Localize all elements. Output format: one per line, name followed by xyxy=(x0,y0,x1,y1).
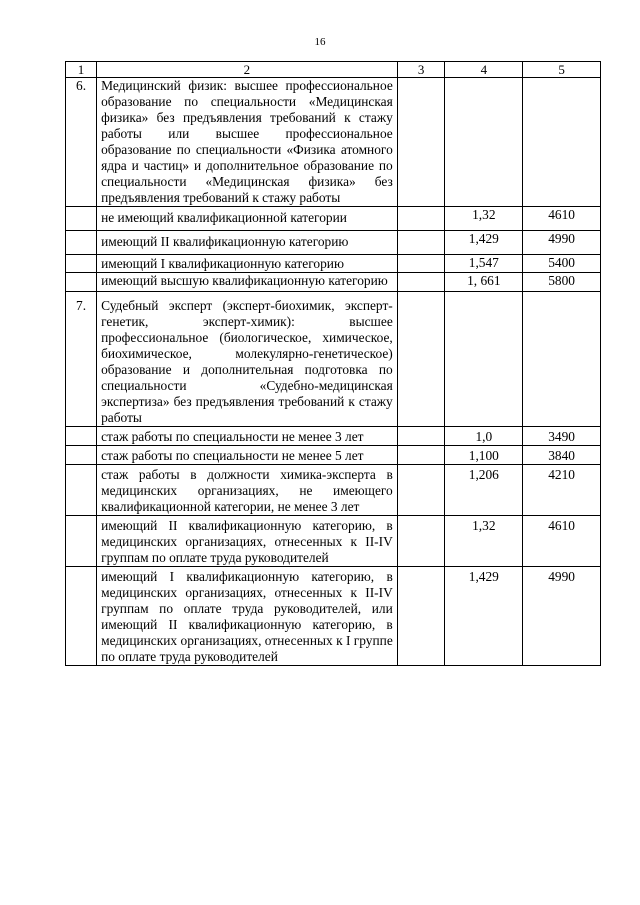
row-salary: 4990 xyxy=(523,567,601,666)
header-cell: 5 xyxy=(523,62,601,78)
table-header-row xyxy=(66,62,601,78)
row-col3 xyxy=(397,231,445,255)
table-row xyxy=(66,427,601,446)
row-col3 xyxy=(397,465,445,516)
row-salary xyxy=(523,292,601,427)
row-description: имеющий I квалификационную категорию xyxy=(97,255,398,273)
row-coefficient: 1,547 xyxy=(445,255,523,273)
header-cell: 1 xyxy=(66,62,97,78)
row-salary: 4990 xyxy=(523,231,601,255)
table-row xyxy=(66,567,601,666)
row-description: имеющий I квалификационную категорию, в медицинских организациях, отнесенных к II-IV группам по оплате труда руководителей, или имеющий II квалификационную категорию, в медицинских организациях, отнесенных к I группе по оплате труда руководителей xyxy=(97,567,398,666)
row-number: 6. xyxy=(66,78,97,207)
row-number xyxy=(66,427,97,446)
row-col3 xyxy=(397,207,445,231)
row-coefficient xyxy=(445,292,523,427)
row-salary: 5800 xyxy=(523,273,601,292)
row-coefficient: 1,429 xyxy=(445,567,523,666)
row-coefficient xyxy=(445,78,523,207)
table-row xyxy=(66,273,601,292)
row-number xyxy=(66,207,97,231)
row-salary: 4610 xyxy=(523,516,601,567)
row-salary xyxy=(523,78,601,207)
header-cell: 3 xyxy=(397,62,445,78)
table-row xyxy=(66,231,601,255)
header-cell: 2 xyxy=(97,62,398,78)
row-description: Медицинский физик: высшее профессиональное образование по специальности «Медицинская физика» без предъявления требований к стажу работы или высшее профессиональное образование по специальности «Физика атомного ядра и частиц» и дополнительное образование по специальности «Медицинская физика» без предъявления требований к стажу работы xyxy=(97,78,398,207)
row-number: 7. xyxy=(66,292,97,427)
page-number: 16 xyxy=(314,36,326,48)
row-col3 xyxy=(397,567,445,666)
row-coefficient: 1,429 xyxy=(445,231,523,255)
table-row xyxy=(66,207,601,231)
row-salary: 3490 xyxy=(523,427,601,446)
row-number xyxy=(66,516,97,567)
row-number xyxy=(66,231,97,255)
row-description: Судебный эксперт (эксперт-биохимик, эксперт-генетик, эксперт-химик): высшее профессиональное (биологическое, химическое, биохимическое, молекулярно-генетическое) образование и дополнительная подготовка по специальности «Судебно-медицинская экспертиза» без предъявления требований к стажу работы xyxy=(97,292,398,427)
row-description: не имеющий квалификационной категории xyxy=(97,207,398,231)
row-description: имеющий II квалификационную категорию xyxy=(97,231,398,255)
salary-table xyxy=(65,61,601,666)
row-col3 xyxy=(397,516,445,567)
row-description: стаж работы по специальности не менее 5 лет xyxy=(97,446,398,465)
row-col3 xyxy=(397,446,445,465)
row-number xyxy=(66,255,97,273)
row-description: имеющий II квалификационную категорию, в медицинских организациях, отнесенных к II-IV группам по оплате труда руководителей xyxy=(97,516,398,567)
table-row xyxy=(66,446,601,465)
row-description: стаж работы в должности химика-эксперта в медицинских организациях, не имеющего квалификационной категории, не менее 3 лет xyxy=(97,465,398,516)
row-salary: 5400 xyxy=(523,255,601,273)
row-coefficient: 1,32 xyxy=(445,516,523,567)
row-col3 xyxy=(397,255,445,273)
row-coefficient: 1,206 xyxy=(445,465,523,516)
row-salary: 4210 xyxy=(523,465,601,516)
row-number xyxy=(66,465,97,516)
header-cell: 4 xyxy=(445,62,523,78)
row-salary: 3840 xyxy=(523,446,601,465)
row-coefficient: 1, 661 xyxy=(445,273,523,292)
table-row xyxy=(66,78,601,207)
row-coefficient: 1,32 xyxy=(445,207,523,231)
row-col3 xyxy=(397,273,445,292)
row-number xyxy=(66,567,97,666)
table-row xyxy=(66,292,601,427)
row-number xyxy=(66,446,97,465)
row-salary: 4610 xyxy=(523,207,601,231)
table-row xyxy=(66,465,601,516)
row-coefficient: 1,100 xyxy=(445,446,523,465)
table-row xyxy=(66,255,601,273)
row-col3 xyxy=(397,292,445,427)
row-description: имеющий высшую квалификационную категорию xyxy=(97,273,398,292)
row-number xyxy=(66,273,97,292)
row-coefficient: 1,0 xyxy=(445,427,523,446)
row-description: стаж работы по специальности не менее 3 лет xyxy=(97,427,398,446)
row-col3 xyxy=(397,78,445,207)
row-col3 xyxy=(397,427,445,446)
table-row xyxy=(66,516,601,567)
